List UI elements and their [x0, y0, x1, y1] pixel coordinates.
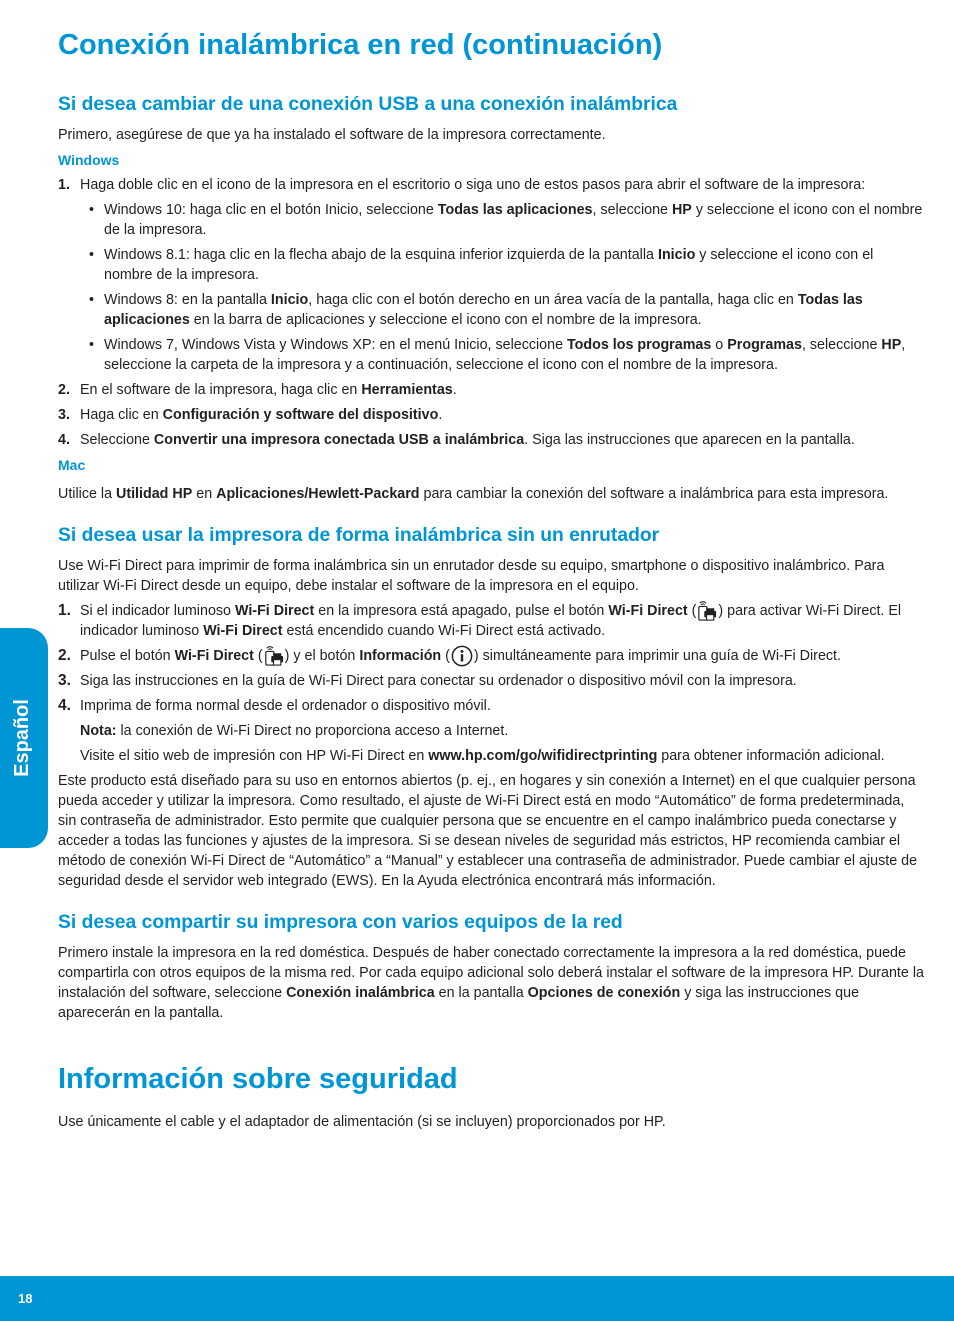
- wifi-direct-step: [58, 646, 924, 666]
- section-safety: [58, 1061, 924, 1132]
- text-run: o: [711, 337, 728, 353]
- section-heading: Si desea usar la impresora de forma inalámbrica sin un enrutador: [58, 525, 660, 546]
- website-paragraph: [58, 746, 924, 766]
- section-body: [58, 943, 924, 1023]
- wifi-direct-icon: [264, 645, 284, 667]
- text-run: .: [452, 382, 457, 398]
- windows-7-bullet: [58, 335, 924, 375]
- bold-text: Utilidad HP: [116, 486, 193, 502]
- bold-text: Todas las aplicaciones: [104, 292, 863, 328]
- bold-text: Herramientas: [361, 382, 453, 398]
- text-run: y seleccione el icono con el nombre de la impresora.: [104, 247, 874, 283]
- step-text: [80, 382, 457, 398]
- bold-text: HP: [881, 337, 902, 353]
- bold-text: Wi-Fi Direct: [234, 603, 315, 619]
- wifi-direct-step: [58, 696, 924, 716]
- text-run: está encendido cuando Wi-Fi Direct está activado.: [282, 623, 606, 639]
- text-run: ) para activar Wi-Fi Direct. El indicador luminoso: [80, 603, 902, 639]
- section-intro: Primero, asegúrese de que ya ha instalado el software de la impresora correctamente.: [58, 127, 606, 143]
- text-run: En el software de la impresora, haga clic en: [80, 382, 362, 398]
- text-run: . Siga las instrucciones que aparecen en la pantalla.: [524, 432, 855, 448]
- text-run: Visite el sitio web de impresión con HP Wi-Fi Direct en: [80, 748, 429, 764]
- step-number: 1.: [58, 177, 70, 193]
- bold-text: Conexión inalámbrica: [286, 985, 435, 1001]
- step-text: [80, 673, 797, 689]
- windows-step: [58, 430, 924, 450]
- bullet-marker: •: [89, 292, 95, 308]
- bold-text: Configuración y software del dispositivo: [162, 407, 439, 423]
- text-run: Siga las instrucciones en la guía de Wi-Fi Direct para conectar su ordenador o dispositivo móvil con la impresora.: [80, 673, 797, 689]
- url-link[interactable]: www.hp.com/go/wifidirectprinting: [428, 748, 658, 764]
- windows-step: [58, 175, 924, 195]
- text-run: Pulse el botón: [80, 648, 175, 664]
- text-run: ) simultáneamente para imprimir una guía de Wi-Fi Direct.: [473, 648, 841, 664]
- text-run: para obtener información adicional.: [657, 748, 885, 764]
- text-run: Windows 10: haga clic en el botón Inicio, seleccione: [104, 202, 438, 218]
- text-run: , haga clic con el botón derecho en un área vacía de la pantalla, haga clic en: [308, 292, 798, 308]
- os-label-mac: Mac: [58, 457, 86, 473]
- text-run: y siga las instrucciones que aparecerán en la pantalla.: [58, 985, 860, 1021]
- bold-text: Convertir una impresora conectada USB a inalámbrica: [153, 432, 525, 448]
- security-paragraph: Este producto está diseñado para su uso en entornos abiertos (p. ej., en hogares y sin conexión a Internet) en el que cualquier persona pueda acceder y utilizar la impresora. Como resultado, el ajuste de Wi-Fi Direct está en modo “Automático” de forma predeterminada, sin contraseña de administrador. Esto permite que cualquier persona que se encuentre en el campo inalámbrico pueda conectarse y acceder a todas las funciones y ajustes de la impresora. Si se desean niveles de seguridad más estrictos, HP recomienda cambiar el método de conexión Wi-Fi Direct de “Automático” a “Manual” y establecer una contraseña de administrador. Puede cambiar el ajuste de seguridad desde el servidor web integrado (EWS). En la Ayuda electrónica encontrará más información.: [58, 773, 918, 889]
- step-number: 3.: [58, 672, 71, 689]
- text-run: en la impresora está apagado, pulse el botón: [314, 603, 609, 619]
- text-run: para cambiar la conexión del software a inalámbrica para esta impresora.: [419, 486, 889, 502]
- step-text: [80, 177, 865, 193]
- section-heading: Si desea compartir su impresora con varios equipos de la red: [58, 912, 623, 933]
- step-number: 4.: [58, 432, 70, 448]
- bullet-text: [104, 337, 905, 373]
- bold-text: Inicio: [657, 247, 696, 263]
- page-number: 18: [18, 1291, 33, 1306]
- page-content: [58, 27, 924, 1132]
- step-text: [80, 407, 442, 423]
- text-run: en la pantalla: [434, 985, 528, 1001]
- footer-bar: [0, 1276, 954, 1321]
- text-run: Windows 7, Windows Vista y Windows XP: en el menú Inicio, seleccione: [104, 337, 567, 353]
- text-run: Primero instale la impresora en la red doméstica. Después de haber conectado correctamente la impresora a la red doméstica, puede compartirla con otros equipos de la misma red. Por cada equipo adicional solo deberá instalar el software de la impresora HP. Durante la instalación del software, seleccione: [58, 945, 924, 1001]
- section-share-printer: [58, 910, 924, 1023]
- bullet-marker: •: [89, 337, 95, 353]
- bold-text: Programas: [727, 337, 802, 353]
- safety-text: Use únicamente el cable y el adaptador de alimentación (si se incluyen) proporcionados por HP.: [58, 1114, 666, 1130]
- text-run: Seleccione: [80, 432, 154, 448]
- text-run: (: [687, 603, 697, 619]
- section-usb-to-wireless: [58, 92, 924, 504]
- step-number: 3.: [58, 407, 70, 423]
- step-number: 1.: [58, 602, 71, 619]
- bold-text: HP: [671, 202, 692, 218]
- bold-text: Nota:: [80, 723, 117, 739]
- step-number: 2.: [58, 382, 70, 398]
- text-run: , seleccione: [801, 337, 882, 353]
- text-run: (: [441, 648, 450, 664]
- bold-text: Wi-Fi Direct: [174, 648, 254, 664]
- section-wireless-no-router: [58, 523, 924, 891]
- bold-text: Aplicaciones/Hewlett-Packard: [216, 486, 420, 502]
- text-run: (: [253, 648, 263, 664]
- page-title: Conexión inalámbrica en red (continuación): [58, 29, 663, 61]
- wifi-direct-step: [58, 601, 924, 641]
- wifi-direct-icon: [697, 600, 717, 622]
- step-text: [80, 603, 901, 639]
- bullet-text: [104, 202, 922, 238]
- step-text: [80, 698, 491, 714]
- text-run: .: [438, 407, 443, 423]
- windows-step: [58, 380, 924, 400]
- windows-step: [58, 405, 924, 425]
- text-run: Haga doble clic en el icono de la impresora en el escritorio o siga uno de estos pasos para abrir el software de la impresora:: [80, 177, 866, 193]
- bold-text: Opciones de conexión: [527, 985, 681, 1001]
- windows-8-1-bullet: [58, 245, 924, 285]
- text-run: la conexión de Wi-Fi Direct no proporciona acceso a Internet.: [116, 723, 509, 739]
- bullet-marker: •: [89, 247, 95, 263]
- wifi-direct-step: [58, 671, 924, 691]
- bold-text: Wi-Fi Direct: [203, 623, 283, 639]
- step-text: [80, 432, 855, 448]
- mac-instructions: [58, 484, 924, 504]
- step-number: 4.: [58, 697, 71, 714]
- language-side-tab: [0, 628, 48, 848]
- bold-text: Información: [359, 648, 442, 664]
- bold-text: Wi-Fi Direct: [608, 603, 688, 619]
- bold-text: Inicio: [270, 292, 309, 308]
- text-run: y seleccione el icono con el nombre de la impresora.: [104, 202, 923, 238]
- language-tab-label: Español: [11, 699, 33, 777]
- step-number: 2.: [58, 647, 71, 664]
- step-text: [80, 648, 841, 664]
- bold-text: Todos los programas: [567, 337, 712, 353]
- bullet-text: [104, 247, 873, 283]
- note-paragraph: [58, 721, 924, 741]
- text-run: Imprima de forma normal desde el ordenador o dispositivo móvil.: [80, 698, 491, 714]
- section-intro: Use Wi-Fi Direct para imprimir de forma inalámbrica sin un enrutador desde su equipo, smartphone o dispositivo inalámbrico. Para utilizar Wi-Fi Direct desde un equipo, debe instalar el software de la impresora en el equipo.: [58, 558, 885, 594]
- text-run: , seleccione: [592, 202, 672, 218]
- section-heading: Si desea cambiar de una conexión USB a una conexión inalámbrica: [58, 94, 678, 115]
- os-label-windows: Windows: [58, 152, 120, 168]
- text-run: Si el indicador luminoso: [80, 603, 235, 619]
- text-run: Utilice la: [58, 486, 116, 502]
- text-run: en la barra de aplicaciones y seleccione el icono con el nombre de la impresora.: [189, 312, 702, 328]
- text-run: Windows 8.1: haga clic en la flecha abajo de la esquina inferior izquierda de la pantalla: [104, 247, 658, 263]
- bold-text: Todas las aplicaciones: [437, 202, 593, 218]
- info-icon: [451, 645, 473, 667]
- bullet-text: [104, 292, 863, 328]
- text-run: en: [192, 486, 217, 502]
- windows-8-bullet: [58, 290, 924, 330]
- text-run: ) y el botón: [284, 648, 360, 664]
- text-run: Windows 8: en la pantalla: [104, 292, 271, 308]
- text-run: Haga clic en: [80, 407, 163, 423]
- text-run: , seleccione la carpeta de la impresora y a continuación, seleccione el icono con el nombre de la impresora.: [104, 337, 906, 373]
- windows-10-bullet: [58, 200, 924, 240]
- safety-title: Información sobre seguridad: [58, 1063, 458, 1095]
- bullet-marker: •: [89, 202, 95, 218]
